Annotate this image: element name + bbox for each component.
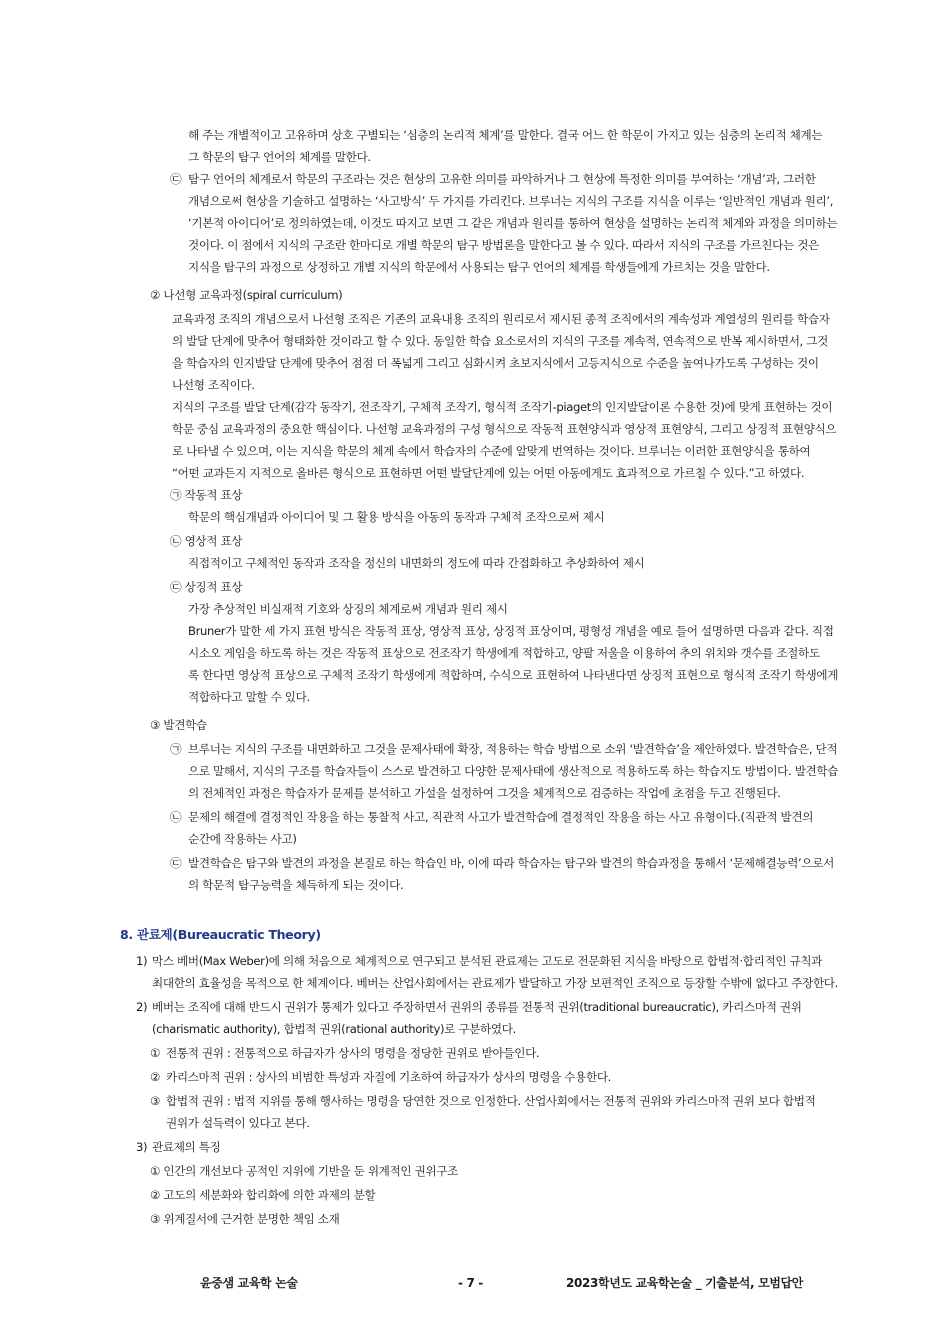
bruner-paragraph <box>188 620 839 708</box>
spiral-paragraph-1 <box>172 308 839 396</box>
text-line: 의 학문적 탐구능력을 체득하게 되는 것이다. <box>188 878 404 892</box>
item-marker: ㉢ <box>170 856 182 870</box>
item-marker: ㉢ <box>170 172 182 186</box>
authority-legal <box>150 1090 839 1134</box>
text-line: “어떤 교과든지 지적으로 올바른 형식으로 표현하면 어떤 발달단계에 있는 어떤 아동에게도 효과적으로 가르칠 수 있다.”고 하였다. <box>172 466 805 480</box>
spiral-curriculum-heading: ② 나선형 교육과정(spiral curriculum) <box>150 288 343 302</box>
enactive-representation-title: ㉠ 작동적 표상 <box>170 488 243 502</box>
text-line: 지식을 탐구의 과정으로 상정하고 개별 지식의 학문에서 사용되는 탐구 언어의 체계를 학생들에게 가르치는 것을 말한다. <box>188 260 770 274</box>
item-marker: 1) <box>136 954 148 968</box>
discovery-item-3 <box>170 852 839 896</box>
item-marker: ㉡ <box>170 810 182 824</box>
text-line: 로 나타낼 수 있으며, 이는 지식을 학문의 체계 속에서 학습자의 수준에 알맞게 번역하는 것이다. 브루너는 이러한 표현양식을 통하여 <box>172 444 811 458</box>
text-line: 순간에 작용하는 사고) <box>188 832 297 846</box>
feature-1: ① 인간의 개선보다 공적인 지위에 기반을 둔 위계적인 권위구조 <box>150 1164 458 1178</box>
iconic-representation-title: ㉡ 영상적 표상 <box>170 534 243 548</box>
feature-3: ③ 위계질서에 근거한 분명한 책임 소재 <box>150 1212 340 1226</box>
feature-2: ② 고도의 세분화와 합리화에 의한 과제의 분할 <box>150 1188 376 1202</box>
text-line: 록 한다면 영상적 표상으로 구체적 조작기 학생에게 적합하며, 수식으로 표현하여 나타낸다면 상징적 표현으로 형식적 조작기 학생에게 <box>188 668 839 682</box>
item-marker: ① <box>150 1046 161 1060</box>
authority-charismatic <box>150 1066 839 1088</box>
text-line: 것이다. 이 점에서 지식의 구조란 한마디로 개별 학문의 탐구 방법론을 말한다고 볼 수 있다. 따라서 지식의 구조를 가르친다는 것은 <box>188 238 819 252</box>
text-line: 나선형 조직이다. <box>172 378 255 392</box>
text-line: 막스 베버(Max Weber)에 의해 처음으로 체계적으로 연구되고 분석된 관료제는 고도로 전문화된 지식을 바탕으로 합법적·합리적인 규칙과 <box>152 954 823 968</box>
authority-traditional <box>150 1042 839 1064</box>
page-content <box>0 124 950 1230</box>
text-line: 발견학습은 탐구와 발견의 과정을 본질로 하는 학습인 바, 이에 따라 학습자는 탐구와 발견의 학습과정을 통해서 ‘문제해결능력’으로서 <box>188 856 834 870</box>
text-line: 해 주는 개별적이고 고유하며 상호 구별되는 ‘심층의 논리적 체계’를 말한다. 결국 어느 한 학문이 가지고 있는 심층의 논리적 체계는 <box>188 128 823 142</box>
page-number: - 7 - <box>458 1276 483 1290</box>
text-line: 지식의 구조를 발달 단계(감각 동작기, 전조작기, 구체적 조작기, 형식적 조작기-piaget의 인지발달이론 수용한 것)에 맞게 표현하는 것이 <box>172 400 833 414</box>
symbolic-representation-desc: 가장 추상적인 비실재적 기호와 상징의 체계로써 개념과 원리 제시 <box>188 602 508 616</box>
text-line: 그 학문의 탐구 언어의 체계를 말한다. <box>188 150 371 164</box>
section8-point-3 <box>136 1136 839 1158</box>
enactive-representation-desc: 학문의 핵심개념과 아이디어 및 그 활용 방식을 아동의 동작과 구체적 조작으로써 제시 <box>188 510 605 524</box>
text-line: 개념으로써 현상을 기술하고 설명하는 ‘사고방식’ 두 가지를 가리킨다. 브루너는 지식의 구조를 지식을 이루는 ‘일반적인 개념과 원리’, <box>188 194 834 208</box>
section8-point-1 <box>136 950 839 994</box>
features-heading: 관료제의 특징 <box>152 1140 221 1154</box>
text-line: 베버는 조직에 대해 반드시 권위가 통제가 있다고 주장하면서 권위의 종류를 전통적 권위(traditional bureaucratic), 카리스마적 권위 <box>152 1000 802 1014</box>
item-marker: ③ <box>150 1094 161 1108</box>
page-footer <box>0 1272 950 1294</box>
discovery-item-1 <box>170 738 839 804</box>
item-marker: 2) <box>136 1000 148 1014</box>
text-line: 문제의 해결에 결정적인 작용을 하는 통찰적 사고, 직관적 사고가 발견학습에 결정적인 작용을 하는 사고 유형이다.(직관적 발견의 <box>188 810 814 824</box>
text-line: 으로 말해서, 지식의 구조를 학습자들이 스스로 발견하고 다양한 문제사태에 생산적으로 적용하도록 하는 학습지도 방법이다. 발견학습 <box>188 764 839 778</box>
text-line: 의 전체적인 과정은 학습자가 문제를 분석하고 가설을 설정하여 그것을 체계적으로 검증하는 작업에 초점을 두고 진행된다. <box>188 786 781 800</box>
item-marker: ② <box>150 1070 161 1084</box>
text-line: 을 학습자의 인지발달 단계에 맞추어 점점 더 폭넓게 그리고 심화시켜 초보지식에서 고등지식으로 수준을 높여나가도록 구성하는 것이 <box>172 356 819 370</box>
footer-left: 윤중샘 교육학 논술 <box>200 1276 298 1290</box>
spiral-paragraph-2 <box>172 396 839 484</box>
footer-right: 2023학년도 교육학논술 _ 기출분석, 모범답안 <box>566 1276 804 1290</box>
text-line: ‘기본적 아이디어’로 정의하였는데, 이것도 따지고 보면 그 같은 개념과 원리를 통하여 현상을 설명하는 논리적 체계와 과정을 의미하는 <box>188 216 838 230</box>
text-line: 카리스마적 권위 : 상사의 비범한 특성과 자질에 기초하여 하급자가 상사의 명령을 수용한다. <box>166 1070 612 1084</box>
text-line: 권위가 설득력이 있다고 본다. <box>166 1116 310 1130</box>
continuation-paragraph <box>188 124 839 168</box>
item-marker: ㉠ <box>170 742 182 756</box>
text-line: 의 발달 단계에 맞추어 형태화한 것이라고 할 수 있다. 동일한 학습 요소로서의 지식의 구조를 계속적, 연속적으로 반복 제시하면서, 그것 <box>172 334 828 348</box>
symbolic-representation-title: ㉢ 상징적 표상 <box>170 580 243 594</box>
item-c-structure-of-inquiry <box>170 168 839 278</box>
discovery-item-2 <box>170 806 839 850</box>
text-line: (charismatic authority), 합법적 권위(rational authority)로 구분하였다. <box>152 1022 516 1036</box>
text-line: 탐구 언어의 체계로서 학문의 구조라는 것은 현상의 고유한 의미를 파악하거나 그 현상에 특정한 의미를 부여하는 ‘개념’과, 그러한 <box>188 172 816 186</box>
item-marker: 3) <box>136 1140 148 1154</box>
text-line: 학문 중심 교육과정의 중요한 핵심이다. 나선형 교육과정의 구성 형식으로 작동적 표현양식과 영상적 표현양식, 그리고 상징적 표현양식으 <box>172 422 837 436</box>
text-line: 최대한의 효율성을 목적으로 한 체계이다. 베버는 산업사회에서는 관료제가 발달하고 가장 보편적인 조직으로 등장할 수밖에 없다고 주장한다. <box>152 976 838 990</box>
section8-point-2 <box>136 996 839 1040</box>
iconic-representation-desc: 직접적이고 구체적인 동작과 조작을 정신의 내면화의 정도에 따라 간접화하고 추상화하여 제시 <box>188 556 645 570</box>
discovery-learning-heading: ③ 발견학습 <box>150 718 207 732</box>
text-line: 시소오 게임을 하도록 하는 것은 작동적 표상으로 전조작기 학생에게 적합하고, 양팔 저울을 이용하여 추의 위치와 갯수를 조절하도 <box>188 646 820 660</box>
section-8-title: 8. 관료제(Bureaucratic Theory) <box>120 927 321 942</box>
text-line: 전통적 권위 : 전통적으로 하급자가 상사의 명령을 정당한 권위로 받아들인다. <box>166 1046 540 1060</box>
text-line: 교육과정 조직의 개념으로서 나선형 조직은 기존의 교육내용 조직의 원리로서 제시된 종적 조직에서의 계속성과 계열성의 원리를 학습자 <box>172 312 830 326</box>
text-line: 브루너는 지식의 구조를 내면화하고 그것을 문제사태에 확장, 적용하는 학습 방법으로 소위 ‘발견학습’을 제안하였다. 발견학습은, 단적 <box>188 742 838 756</box>
text-line: 적합하다고 말할 수 있다. <box>188 690 310 704</box>
text-line: 합법적 권위 : 법적 지위를 통해 행사하는 명령을 당연한 것으로 인정한다. 산업사회에서는 전통적 권위와 카리스마적 권위 보다 합법적 <box>166 1094 816 1108</box>
text-line: Bruner가 말한 세 가지 표현 방식은 작동적 표상, 영상적 표상, 상징적 표상이며, 평형성 개념을 예로 들어 설명하면 다음과 같다. 직접 <box>188 624 834 638</box>
